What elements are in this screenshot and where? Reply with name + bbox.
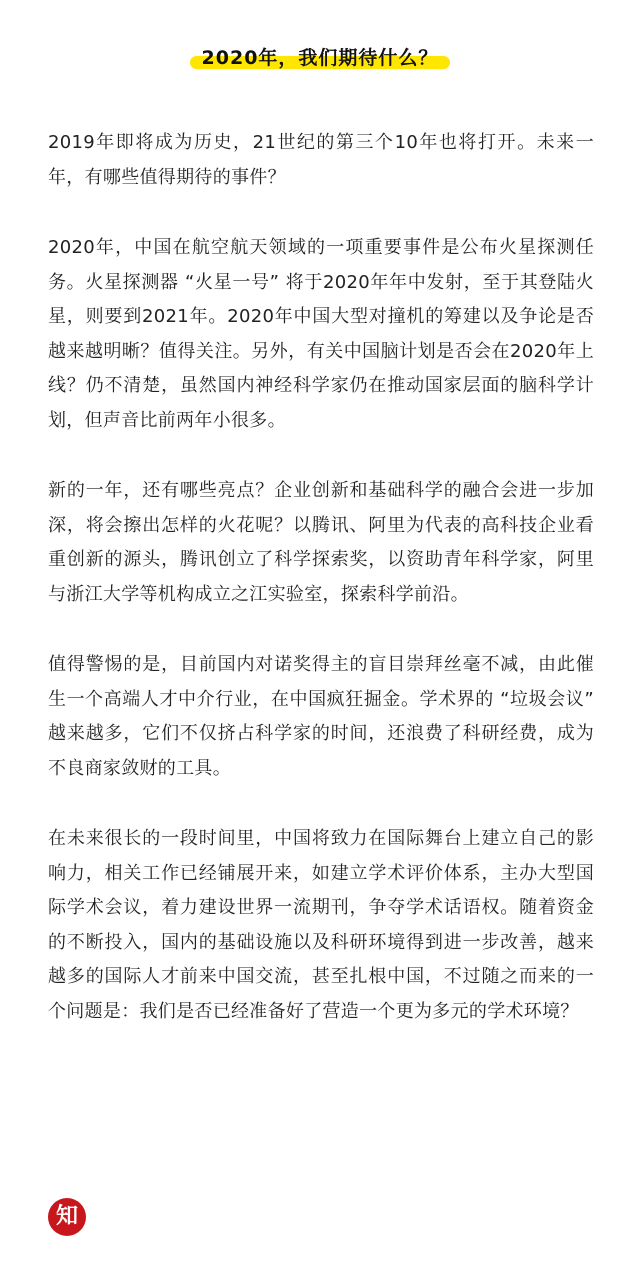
article-title-text: 2020年，我们期待什么？ bbox=[201, 47, 439, 69]
article-body bbox=[48, 126, 594, 1065]
paragraph-3: 新的一年，还有哪些亮点？企业创新和基础科学的融合会进一步加深，将会擦出怎样的火花呢？以腾讯、阿里为代表的高科技企业看重创新的源头，腾讯创立了科学探索奖，以资助青年科学家，阿里与浙江大学等机构成立之江实验室，探索科学前沿。 bbox=[48, 480, 594, 605]
article-title bbox=[190, 44, 451, 72]
zhi-logo-icon: 知 bbox=[48, 1198, 86, 1236]
paragraph-5: 在未来很长的一段时间里，中国将致力在国际舞台上建立自己的影响力，相关工作已经铺展开来，如建立学术评价体系，主办大型国际学术会议，着力建设世界一流期刊，争夺学术话语权。随着资金的不断投入，国内的基础设施以及科研环境得到进一步改善，越来越多的国际人才前来中国交流，甚至扎根中国，不过随之而来的一个问题是：我们是否已经准备好了营造一个更为多元的学术环境？ bbox=[48, 828, 594, 1022]
paragraph-1: 2019年即将成为历史，21世纪的第三个10年也将打开。未来一年，有哪些值得期待的事件？ bbox=[48, 132, 594, 188]
paragraph-2: 2020年，中国在航空航天领域的一项重要事件是公布火星探测任务。火星探测器 “火星一号” 将于2020年年中发射，至于其登陆火星，则要到2021年。2020年中国大型对撞机的筹建以及争论是否越来越明晰？值得关注。另外，有关中国脑计划是否会在2020年上线？仍不清楚，虽然国内神经科学家仍在推动国家层面的脑科学计划，但声音比前两年小很多。 bbox=[48, 237, 594, 431]
paragraph-4: 值得警惕的是，目前国内对诺奖得主的盲目崇拜丝毫不减，由此催生一个高端人才中介行业，在中国疯狂掘金。学术界的 “垃圾会议” 越来越多，它们不仅挤占科学家的时间，还浪费了科研经费，成为不良商家敛财的工具。 bbox=[48, 654, 594, 779]
title-container bbox=[0, 44, 640, 72]
